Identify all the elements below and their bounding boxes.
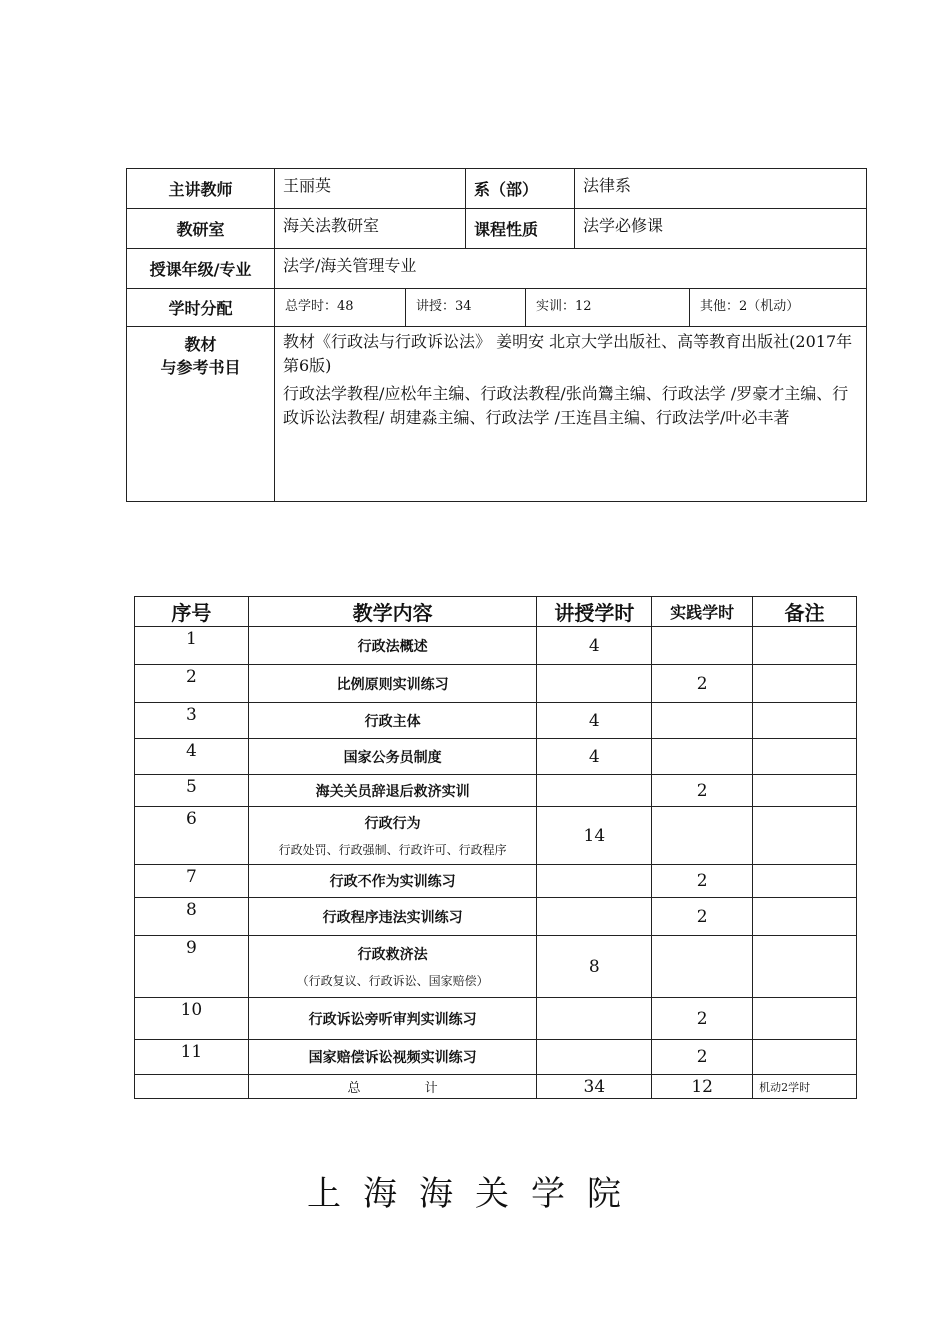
- total-empty: [135, 1075, 249, 1099]
- table-row: [135, 936, 857, 998]
- row-note: [753, 807, 857, 865]
- row-note: [753, 865, 857, 898]
- lecturer-value: 王丽英: [275, 169, 466, 209]
- table-row: [135, 865, 857, 898]
- row-note: [753, 627, 857, 665]
- topic-title: 海关关员辞退后救济实训: [315, 783, 470, 800]
- topic-subtitle: （行政复议、行政诉讼、国家赔偿）: [296, 974, 489, 988]
- row-practice-hours: 2: [652, 998, 753, 1040]
- hours-other: 其他：2（机动）: [700, 299, 800, 314]
- row-topic: [248, 665, 537, 703]
- row-note: [753, 703, 857, 739]
- row-note: [753, 898, 857, 936]
- table-row: [135, 627, 857, 665]
- table-row: [135, 739, 857, 775]
- table-row: [135, 998, 857, 1040]
- row-number: 6: [135, 807, 249, 865]
- topic-title: 行政法概述: [357, 638, 428, 655]
- topic-title: 行政程序违法实训练习: [322, 909, 463, 926]
- topic-title: 行政行为: [364, 816, 421, 832]
- header-practice: 实践学时: [652, 597, 753, 627]
- row-number: 7: [135, 865, 249, 898]
- topic-subtitle: 行政处罚、行政强制、行政许可、行政程序: [278, 843, 507, 857]
- row-note: [753, 775, 857, 807]
- row-lecture-hours: 4: [537, 627, 652, 665]
- topic-title: 行政诉讼旁听审判实训练习: [308, 1011, 477, 1028]
- row-topic: [248, 898, 537, 936]
- total-note: 机动2学时: [753, 1075, 857, 1099]
- nature-value: 法学必修课: [575, 209, 867, 249]
- hours-total: 总学时：48: [275, 289, 406, 326]
- office-label: 教研室: [127, 209, 275, 249]
- header-content: 教学内容: [248, 597, 537, 627]
- header-lecture: 讲授学时: [537, 597, 652, 627]
- row-practice-hours: 2: [652, 898, 753, 936]
- books-label-line2: 与参考书目: [160, 358, 241, 377]
- row-lecture-hours: [537, 898, 652, 936]
- topic-title: 行政不作为实训练习: [329, 874, 456, 890]
- row-lecture-hours: 8: [537, 936, 652, 998]
- table-row: [135, 807, 857, 865]
- row-topic: [248, 807, 537, 865]
- hours-practice: 实训：12: [526, 289, 690, 326]
- textbook-text: 教材《行政法与行政诉讼法》 姜明安 北京大学出版社、高等教育出版社(2017年第6版): [283, 332, 853, 375]
- row-topic: [248, 775, 537, 807]
- books-label: [127, 327, 275, 502]
- topic-title: 国家公务员制度: [343, 749, 442, 766]
- hours-label: 学时分配: [127, 289, 275, 327]
- hours-lecture: 讲授：34: [406, 289, 526, 326]
- row-topic: [248, 739, 537, 775]
- books-label-line1: 教材: [184, 335, 217, 354]
- row-lecture-hours: [537, 865, 652, 898]
- row-practice-hours: [652, 703, 753, 739]
- department-label: 系（部）: [466, 169, 575, 209]
- lecturer-label: 主讲教师: [127, 169, 275, 209]
- row-note: [753, 739, 857, 775]
- row-practice-hours: 2: [652, 865, 753, 898]
- table-row: [135, 775, 857, 807]
- row-number: 5: [135, 775, 249, 807]
- total-practice: 12: [652, 1075, 753, 1099]
- row-practice-hours: [652, 807, 753, 865]
- row-topic: [248, 865, 537, 898]
- header-no: 序号: [135, 597, 249, 627]
- header-note: 备注: [753, 597, 857, 627]
- row-note: [753, 936, 857, 998]
- row-number: 4: [135, 739, 249, 775]
- row-number: 8: [135, 898, 249, 936]
- topic-title: 行政主体: [364, 713, 421, 730]
- table-row: [135, 898, 857, 936]
- row-topic: [248, 998, 537, 1040]
- row-practice-hours: 2: [652, 775, 753, 807]
- books-value: [275, 327, 867, 502]
- row-practice-hours: [652, 739, 753, 775]
- row-lecture-hours: 4: [537, 739, 652, 775]
- table-row: [135, 1040, 857, 1075]
- row-number: 2: [135, 665, 249, 703]
- references-text: 行政法学教程/应松年主编、行政法教程/张尚鷟主编、行政法学 /罗豪才主编、行政诉讼法教程/ 胡建淼主编、行政法学 /王连昌主编、行政法学/叶必丰著: [283, 384, 849, 427]
- topic-title: 比例原则实训练习: [336, 676, 449, 693]
- table-row: [135, 665, 857, 703]
- table-row: [135, 703, 857, 739]
- row-number: 10: [135, 998, 249, 1040]
- row-note: [753, 998, 857, 1040]
- row-practice-hours: [652, 627, 753, 665]
- row-topic: [248, 936, 537, 998]
- row-topic: [248, 1040, 537, 1075]
- row-number: 9: [135, 936, 249, 998]
- row-topic: [248, 703, 537, 739]
- total-lecture: 34: [537, 1075, 652, 1099]
- row-topic: [248, 627, 537, 665]
- row-number: 3: [135, 703, 249, 739]
- row-lecture-hours: [537, 775, 652, 807]
- total-label: 总 计: [248, 1075, 537, 1099]
- topic-title: 国家赔偿诉讼视频实训练习: [308, 1050, 477, 1066]
- course-info-table: [126, 168, 867, 502]
- row-lecture-hours: 14: [537, 807, 652, 865]
- row-note: [753, 1040, 857, 1075]
- nature-label: 课程性质: [466, 209, 575, 249]
- hours-breakdown: [275, 289, 867, 327]
- row-lecture-hours: [537, 998, 652, 1040]
- row-practice-hours: [652, 936, 753, 998]
- row-practice-hours: 2: [652, 665, 753, 703]
- row-lecture-hours: 4: [537, 703, 652, 739]
- row-lecture-hours: [537, 1040, 652, 1075]
- department-value: 法律系: [575, 169, 867, 209]
- school-name: 上海海关学院: [307, 1174, 643, 1214]
- row-note: [753, 665, 857, 703]
- office-value: 海关法教研室: [275, 209, 466, 249]
- row-lecture-hours: [537, 665, 652, 703]
- schedule-table: [134, 596, 857, 1099]
- topic-title: 行政救济法: [357, 947, 428, 963]
- grade-value: 法学/海关管理专业: [275, 249, 867, 289]
- row-number: 1: [135, 627, 249, 665]
- grade-label: 授课年级/专业: [127, 249, 275, 289]
- row-practice-hours: 2: [652, 1040, 753, 1075]
- row-number: 11: [135, 1040, 249, 1075]
